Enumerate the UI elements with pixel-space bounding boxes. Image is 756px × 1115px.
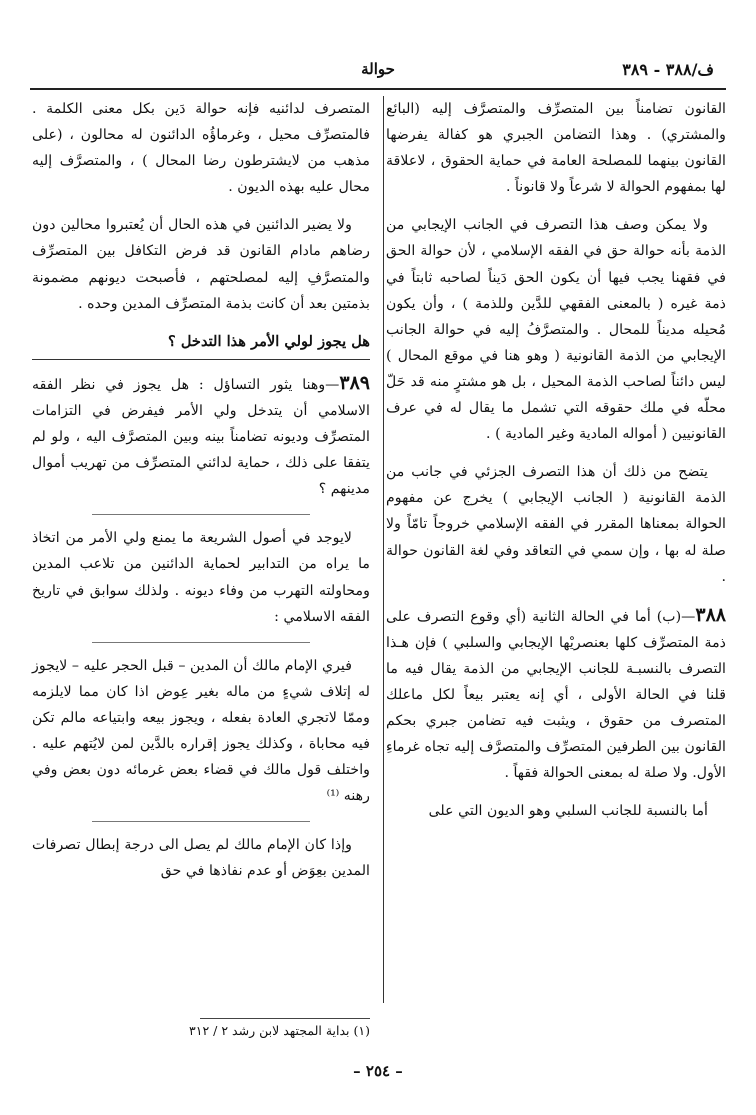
- section-heading: هل يجوز لولي الأمر هذا التدخل ؟: [32, 329, 370, 360]
- footnote-rule: [200, 1018, 370, 1019]
- paragraph-divider: [92, 514, 310, 515]
- left-paragraph-3: [32, 370, 370, 502]
- left-paragraph-5: فيري الإمام مالك أن المدين – قبل الحجر عليه – لايجوز له إتلاف شيءٍ من ماله بغير عِوض اذا كان مما لايلزمه وممّا لاتجري العادة بفعله ، ويجوز بيعه وابتياعه مالم تكن فيه محاباة ، وكذلك يجوز إقراره بالدَّين لمن لايُتهم عليه . واختلف قول مالك في قضاء بعض غرمائه دون بعض وفي رهنه ⁽¹⁾: [32, 657, 370, 805]
- right-paragraph-4: [386, 602, 726, 787]
- section-number-389: ٣٨٩: [339, 371, 370, 394]
- right-paragraph-5: أما بالنسبة للجانب السلبي وهو الديون التي على: [428, 803, 708, 820]
- header-rule: [30, 88, 726, 90]
- section-388-text: —(ب) أما في الحالة الثانية (أي وقوع التصرف على ذمة المتصرِّف كلها بعنصريْها الإيجابي والسلبي ) فإن هـذا التصرف بالنسبـة للجانب الإيجابي من الذمة يقال فيه ما قلنا في الحالة الأولى ، أي إنه يعتبر بيعاً لكل ماعلك المتصرف من حقوق ، ويثبت فيه تضامن جبري بحكم القانون بين الطرفين المتصرِّف والمتصرَّف إليه تجاه غرماءِ الأول. ولا صلة له بمعنى الحوالة فقهاً .: [386, 608, 726, 782]
- left-paragraph-6: وإذا كان الإمام مالك لم يصل الى درجة إبطال تصرفات المدين بعِوَض أو عدم نفاذها في حق: [32, 837, 370, 880]
- section-389-text: —وهنا يثور التساؤل : هل يجوز في نظر الفقه الاسلامي أن يتدخل ولي الأمر فيفرض في التزامات المتصرِّف وديونه تضامناً بينه وبين المتصرَّف اليه ، ولو لم يتفقا على ذلك ، حماية لدائني المتصرِّف من تهريب أموال مدينهم ؟: [32, 376, 370, 498]
- left-paragraph-1: المتصرف لدائنيه فإنه حوالة دَين بكل معنى الكلمة . فالمتصرِّف محيل ، وغرماؤُه الدائنون له محالون ، (على مذهب من لايشترطون رضا المحال ) ، والمتصرَّف إليه محال عليه بهذه الديون .: [32, 101, 370, 196]
- paragraph-divider: [92, 821, 310, 822]
- running-header: [30, 58, 726, 84]
- left-column: [32, 96, 370, 896]
- right-paragraph-2: ولا يمكن وصف هذا التصرف في الجانب الإيجابي من الذمة بأنه حوالة حق في الفقه الإسلامي ، لأن حوالة الحق في فقهنا يجب فيها أن يكون الحق دَيناً لصاحبه ثابتاً في ذمة غيره ( بالمعنى الفقهي للدَّين وللذمة ) ، وأن يكون مُحيله مديناً للمحال . والمتصرَّفُ إليه في حوالة الجانب الإيجابي من الذمة القانونية ( وهو هنا في موقع المحال ) ليس دائناً لصاحب الذمة المحيل ، بل هو مشترٍ منه قد حَلّ محلّه في ملك حقوقه التي تشمل ما يقال له في عرف القانونيين ( أمواله المادية وغير المادية ) .: [386, 217, 726, 443]
- right-paragraph-1: القانون تضامناً بين المتصرِّف والمتصرَّف إليه (البائع والمشتري) . وهذا التضامن الجبري هو كفالة يفرضها القانون بينهما للمصلحة العامة في حماية الحقوق ، لاعلاقة لها بمفهوم الحوالة لا شرعاً ولا قانوناً .: [386, 101, 726, 196]
- left-paragraph-2: ولا يضير الدائنين في هذه الحال أن يُعتبروا محالين دون رضاهم مادام القانون قد فرض التكافل بين المتصرِّف والمتصرَّفِ إليه لمصلحتهم ، فأصبحت ديونهم مضمونة بذمتين بعد أن كانت بذمة المتصرِّف المدين وحده .: [32, 217, 370, 312]
- header-page-range: ف/٣٨٨ - ٣٨٩: [622, 60, 714, 79]
- page-number: – ٢٥٤ –: [353, 1062, 403, 1080]
- column-separator: [383, 96, 384, 1003]
- left-paragraph-4: لايوجد في أصول الشريعة ما يمنع ولي الأمر من اتخاذ ما يراه من التدابير لحماية الدائنين من تلاعب المدين ومحاولته التهرب من وفاء ديونه . ولذلك سوابق في تاريخ الفقه الاسلامي :: [32, 530, 370, 625]
- paragraph-divider: [92, 642, 310, 643]
- footnote: (١) بداية المجتهد لابن رشد ٢ / ٣١٢: [189, 1023, 370, 1038]
- right-paragraph-3: يتضح من ذلك أن هذا التصرف الجزئي في جانب من الذمة القانونية ( الجانب الإيجابي ) يخرج عن مفهوم الحوالة بمعناها المقرر في الفقه الإسلامي خروجاً تامّاً ولا صلة له بها ، وإن سمي في التعاقد وفي لغة القانون حوالة .: [386, 464, 726, 585]
- section-number-388: ٣٨٨: [695, 603, 726, 626]
- right-column: [386, 96, 726, 836]
- header-title: حوالة: [361, 60, 395, 78]
